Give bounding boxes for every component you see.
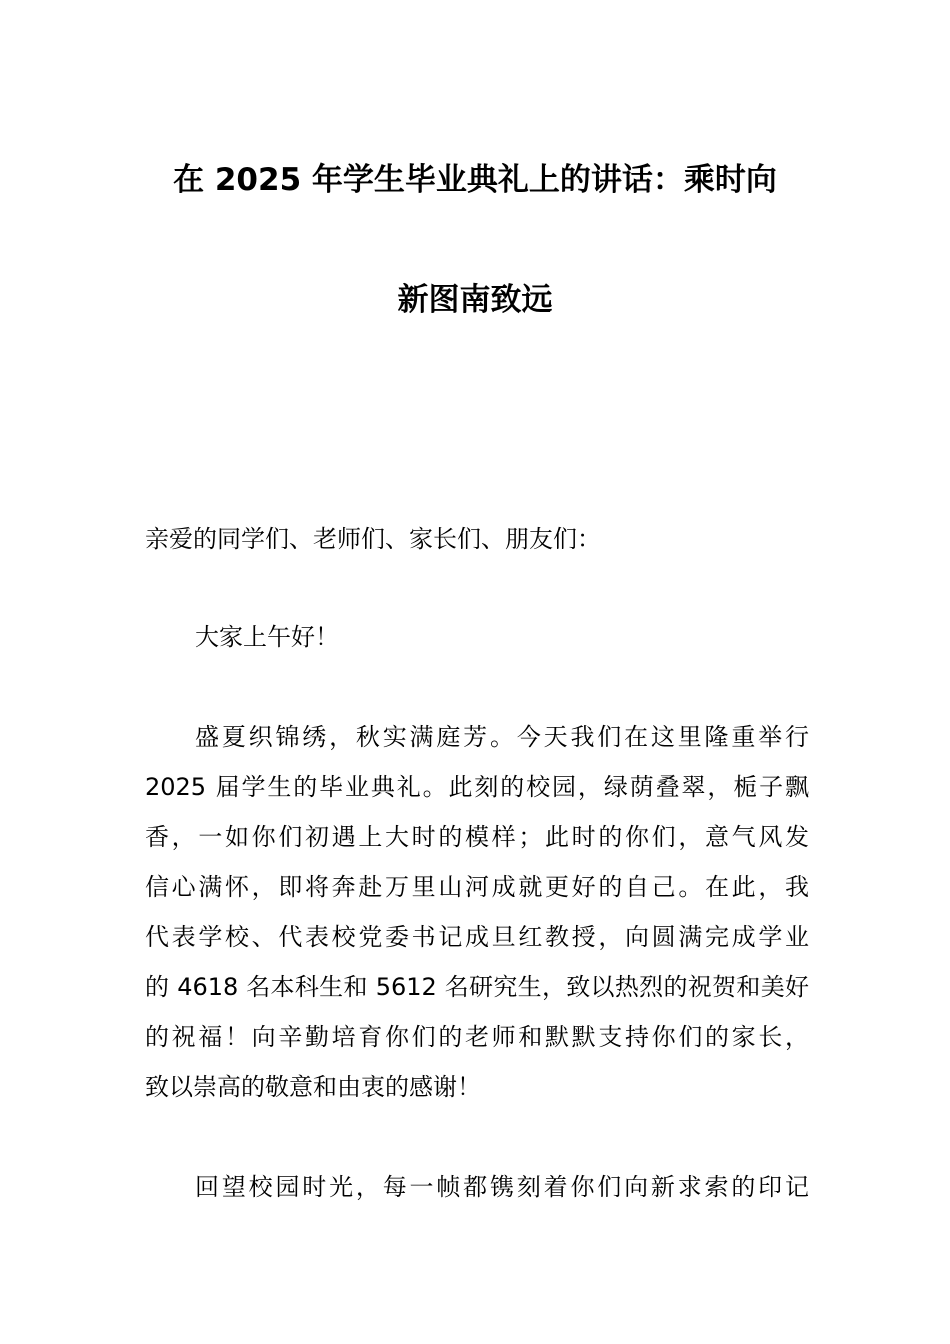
- paragraph-1: [145, 712, 809, 1112]
- greeting: [145, 612, 809, 662]
- paragraph-line: 的祝福！向辛勤培育你们的老师和默默支持你们的家长，: [145, 1023, 809, 1051]
- paragraph-line: 代表学校、代表校党委书记成旦红教授，向圆满完成学业: [145, 923, 809, 951]
- paragraph-line: 信心满怀，即将奔赴万里山河成就更好的自己。在此，我: [145, 873, 809, 901]
- salutation-text: 亲爱的同学们、老师们、家长们、朋友们：: [145, 525, 601, 553]
- document-title-line-1: 在 2025 年学生毕业典礼上的讲话：乘时向: [173, 162, 777, 198]
- document-title-line-2: 新图南致远: [397, 282, 553, 318]
- paragraph-line: 致以崇高的敬意和由衷的感谢！: [145, 1073, 481, 1101]
- paragraph-line: 回望校园时光，每一帧都镌刻着你们向新求索的印记: [195, 1173, 809, 1201]
- salutation: [145, 514, 809, 564]
- paragraph-line: 盛夏织锦绣，秋实满庭芳。今天我们在这里隆重举行: [195, 723, 809, 751]
- paragraph-line: 2025 届学生的毕业典礼。此刻的校园，绿荫叠翠，栀子飘: [145, 773, 809, 801]
- paragraph-line: 的 4618 名本科生和 5612 名研究生，致以热烈的祝贺和美好: [145, 973, 809, 1001]
- greeting-text: 大家上午好！: [195, 623, 339, 651]
- paragraph-2: [145, 1162, 809, 1212]
- paragraph-line: 香，一如你们初遇上大时的模样；此时的你们，意气风发: [145, 823, 809, 851]
